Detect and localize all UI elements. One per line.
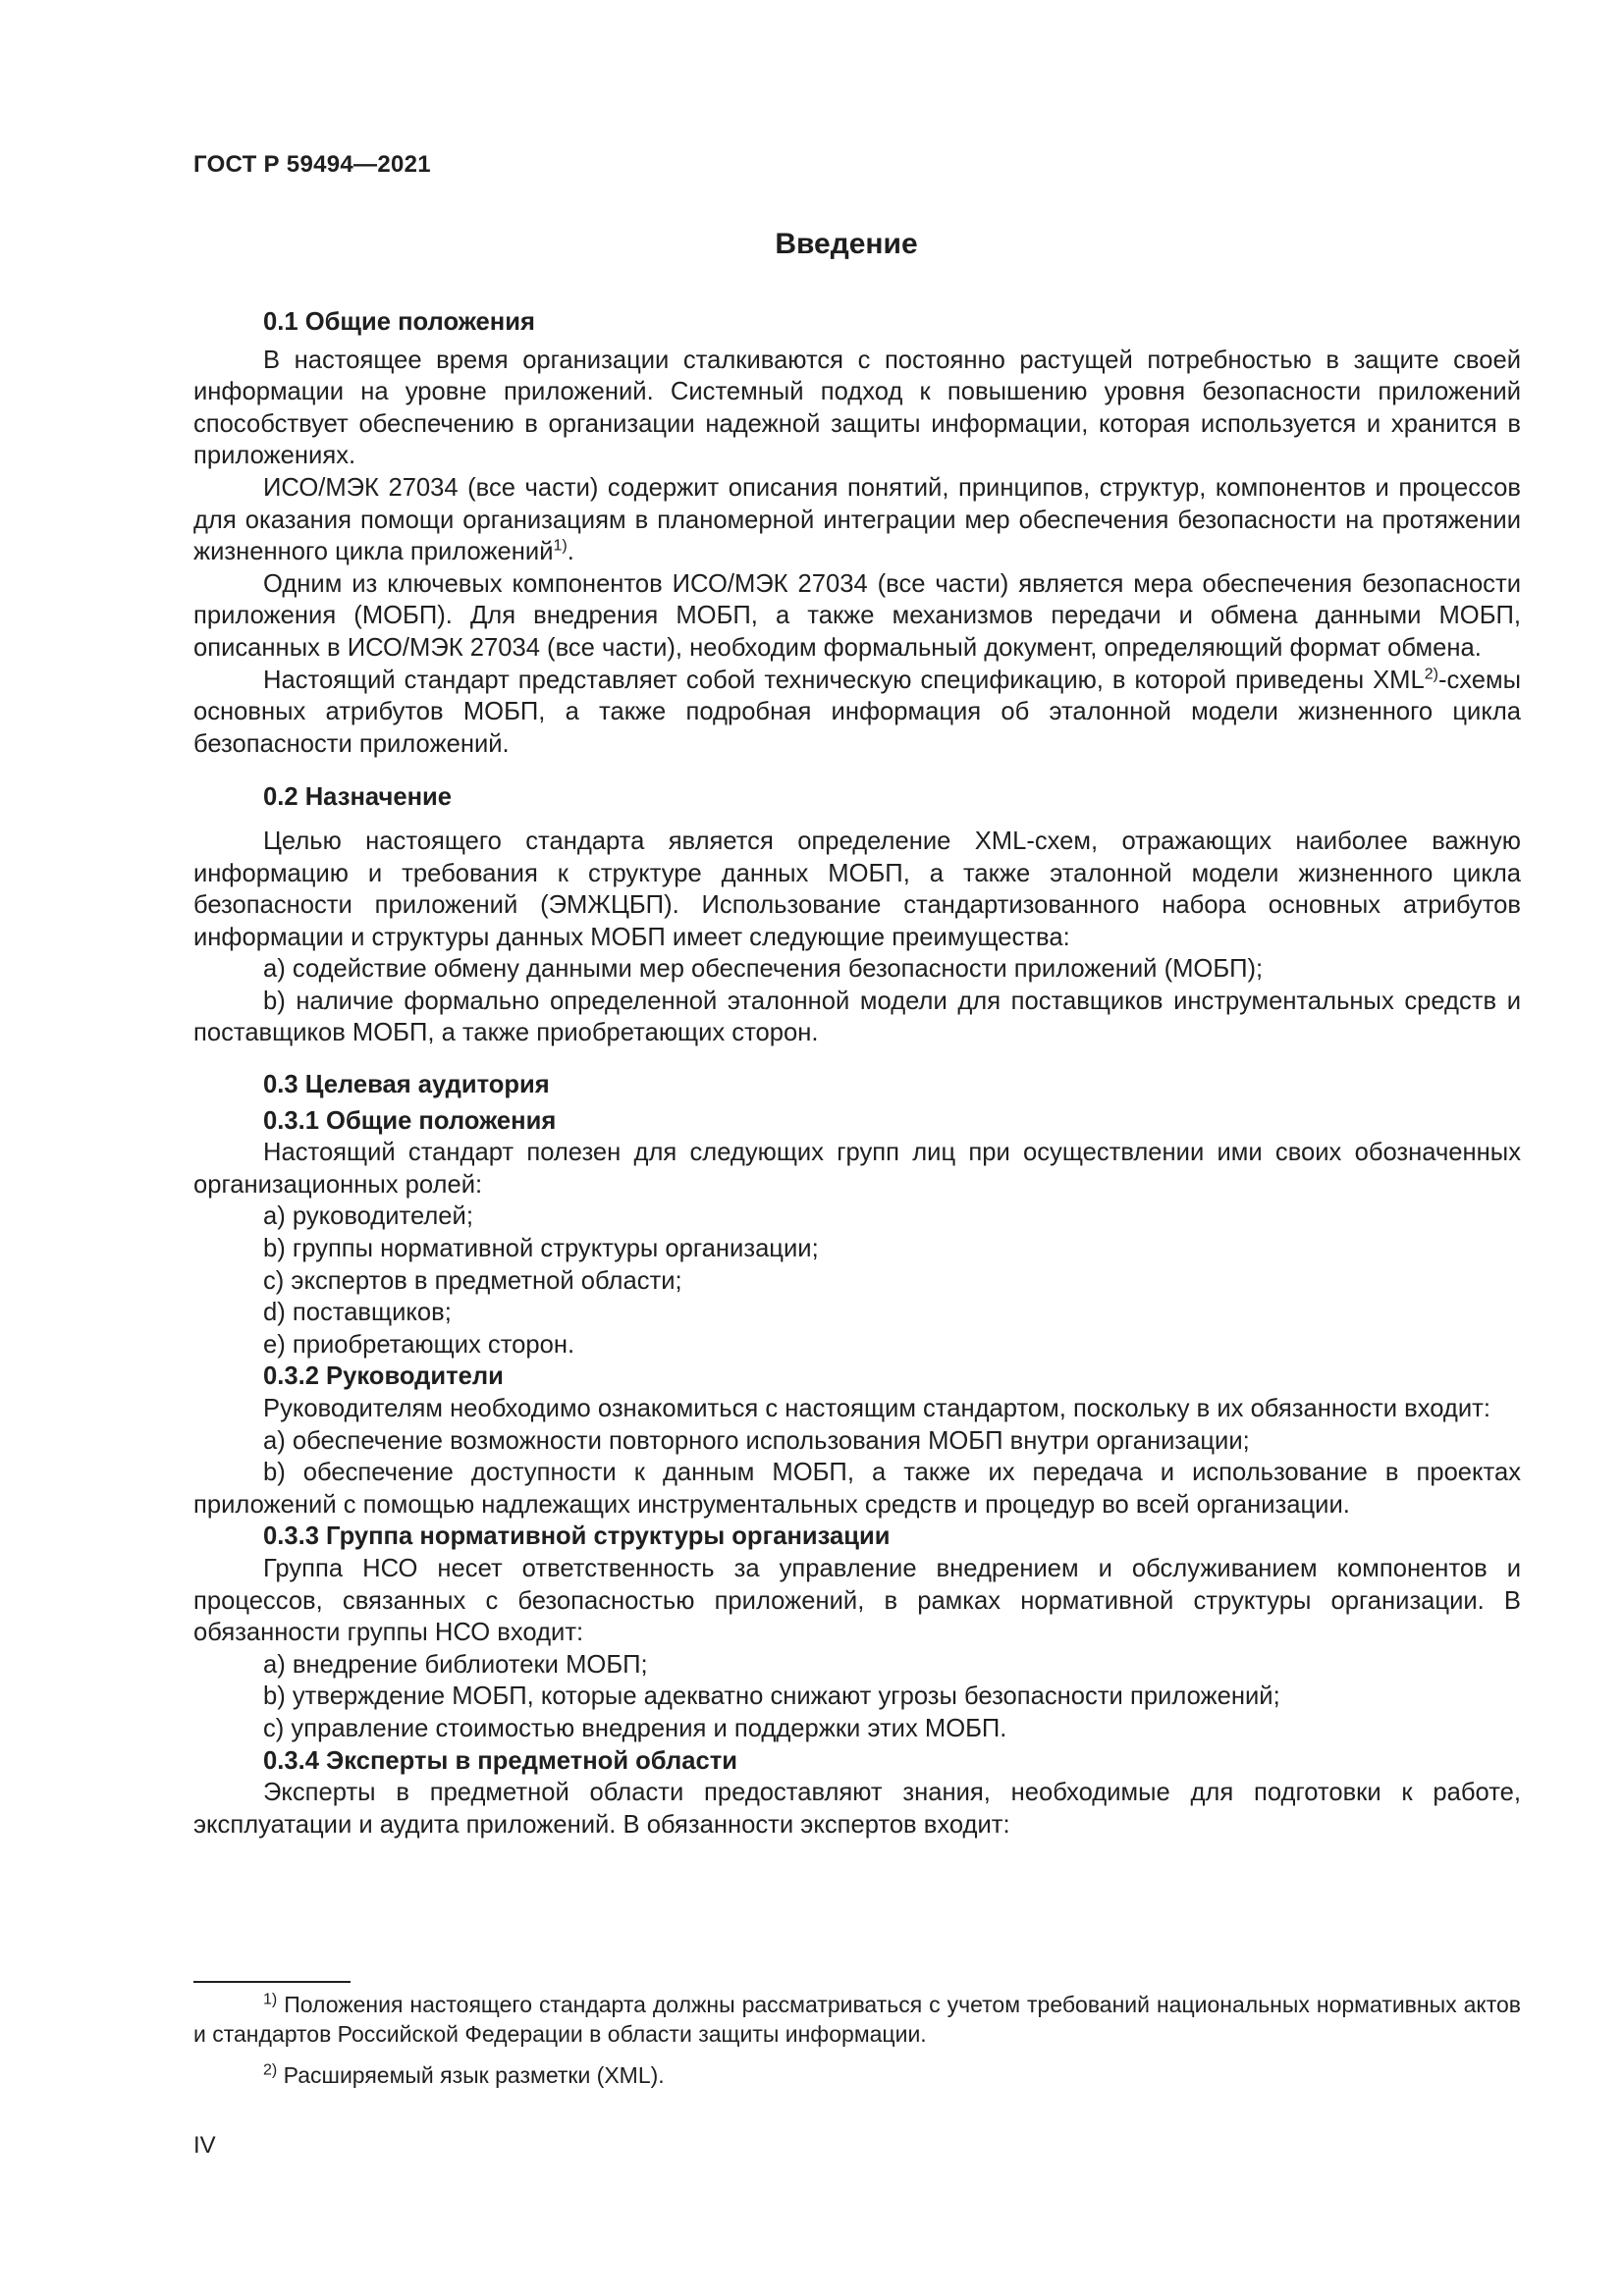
document-code: ГОСТ Р 59494—2021 bbox=[193, 151, 431, 178]
list-item: b) утверждение МОБП, которые адекватно снижают угрозы безопасности приложений; bbox=[263, 1682, 1280, 1711]
paragraph-text: -схемы основных атрибутов МОБП, а также подробная информация об эталонной модели жизненного цикла безопасности приложений. bbox=[193, 666, 1521, 758]
list-item: a) обеспечение возможности повторного использования МОБП внутри организации; bbox=[263, 1426, 1250, 1455]
section-heading: 0.2 Назначение bbox=[263, 783, 453, 812]
list-item: a) содействие обмену данными мер обеспечения безопасности приложений (МОБП); bbox=[263, 955, 1264, 984]
subsection-heading: 0.3.2 Руководители bbox=[263, 1362, 504, 1391]
section-heading: 0.3 Целевая аудитория bbox=[263, 1071, 550, 1099]
page-number: IV bbox=[193, 2132, 216, 2159]
list-item: b) наличие формально определенной эталонной модели для поставщиков инструментальных средств и поставщиков МОБП, а также приобретающих сторон. bbox=[193, 987, 1521, 1047]
paragraph: В настоящее время организации сталкиваются с постоянно растущей потребностью в защите своей информации на уровне приложений. Системный подход к повышению уровня безопасности приложений способствует обеспечению в организации надежной защиты информации, которая используется и хранится в приложениях. bbox=[193, 346, 1521, 470]
paragraph-text: . bbox=[567, 538, 574, 566]
page-title: Введение bbox=[775, 228, 918, 260]
paragraph bbox=[193, 472, 1521, 568]
footnote-mark: 2) bbox=[263, 2061, 278, 2079]
paragraph: Группа НСО несет ответственность за управление внедрением и обслуживанием компонентов и процессов, связанных с безопасностью приложений, в рамках нормативной структуры организации. В обязанности группы НСО входит: bbox=[193, 1554, 1521, 1647]
paragraph-text: ИСО/МЭК 27034 (все части) содержит описания понятий, принципов, структур, компонентов и процессов для оказания помощи организациям в планомерной интеграции мер обеспечения безопасности на протяжении жизненного цикла приложений bbox=[193, 473, 1521, 566]
footnote-2 bbox=[193, 2061, 1521, 2091]
subsection-heading: 0.3.1 Общие положения bbox=[263, 1106, 557, 1135]
paragraph-text: Настоящий стандарт представляет собой техническую спецификацию, в которой приведены XML bbox=[263, 666, 1425, 694]
footnote-ref: 2) bbox=[1424, 666, 1438, 682]
list-item: c) управление стоимостью внедрения и поддержки этих МОБП. bbox=[263, 1714, 1007, 1742]
paragraph: Целью настоящего стандарта является определение XML-схем, отражающих наиболее важную информацию и требования к структуре данных МОБП, а также эталонной модели жизненного цикла безопасности приложений (ЭМЖЦБП). Использование стандартизованного набора основных атрибутов информации и структуры данных МОБП имеет следующие преимущества: bbox=[193, 827, 1521, 951]
paragraph: Эксперты в предметной области предоставляют знания, необходимые для подготовки к работе, эксплуатации и аудита приложений. В обязанности экспертов входит: bbox=[193, 1779, 1521, 1839]
paragraph: Руководителям необходимо ознакомиться с настоящим стандартом, поскольку в их обязанности входит: bbox=[263, 1395, 1490, 1422]
subsection-heading: 0.3.4 Эксперты в предметной области bbox=[263, 1746, 737, 1775]
section-heading: 0.1 Общие положения bbox=[263, 308, 535, 336]
list-item: d) поставщиков; bbox=[263, 1299, 452, 1327]
list-item: a) внедрение библиотеки МОБП; bbox=[263, 1650, 648, 1679]
subsection-heading: 0.3.3 Группа нормативной структуры организации bbox=[263, 1522, 891, 1551]
footnote-text: Расширяемый язык разметки (XML). bbox=[277, 2062, 665, 2088]
list-item: e) приобретающих сторон. bbox=[263, 1330, 575, 1359]
list-item: b) обеспечение доступности к данным МОБП, а также их передача и использование в проектах приложений с помощью надлежащих инструментальных средств и процедур во всей организации. bbox=[193, 1459, 1521, 1519]
paragraph bbox=[193, 665, 1521, 761]
list-item: a) руководителей; bbox=[263, 1202, 473, 1231]
footnote-ref: 1) bbox=[553, 537, 568, 555]
footnote-mark: 1) bbox=[263, 1991, 278, 2008]
body-text bbox=[193, 306, 1521, 1841]
footnote-text: Положения настоящего стандарта должны рассматриваться с учетом требований национальных нормативных актов и стандартов Российской Федерации в области защиты информации. bbox=[193, 1992, 1521, 2047]
footnote-divider bbox=[193, 1981, 351, 1983]
list-item: c) экспертов в предметной области; bbox=[263, 1266, 682, 1295]
list-item: b) группы нормативной структуры организации; bbox=[263, 1235, 819, 1263]
paragraph: Настоящий стандарт полезен для следующих групп лиц при осуществлении ими своих обозначенных организационных ролей: bbox=[193, 1139, 1521, 1199]
paragraph: Одним из ключевых компонентов ИСО/МЭК 27034 (все части) является мера обеспечения безопасности приложения (МОБП). Для внедрения МОБП, а также механизмов передачи и обмена данными МОБП, описанных в ИСО/МЭК 27034 (все части), необходим формальный документ, определяющий формат обмена. bbox=[193, 569, 1521, 662]
footnote-1 bbox=[193, 1991, 1521, 2049]
